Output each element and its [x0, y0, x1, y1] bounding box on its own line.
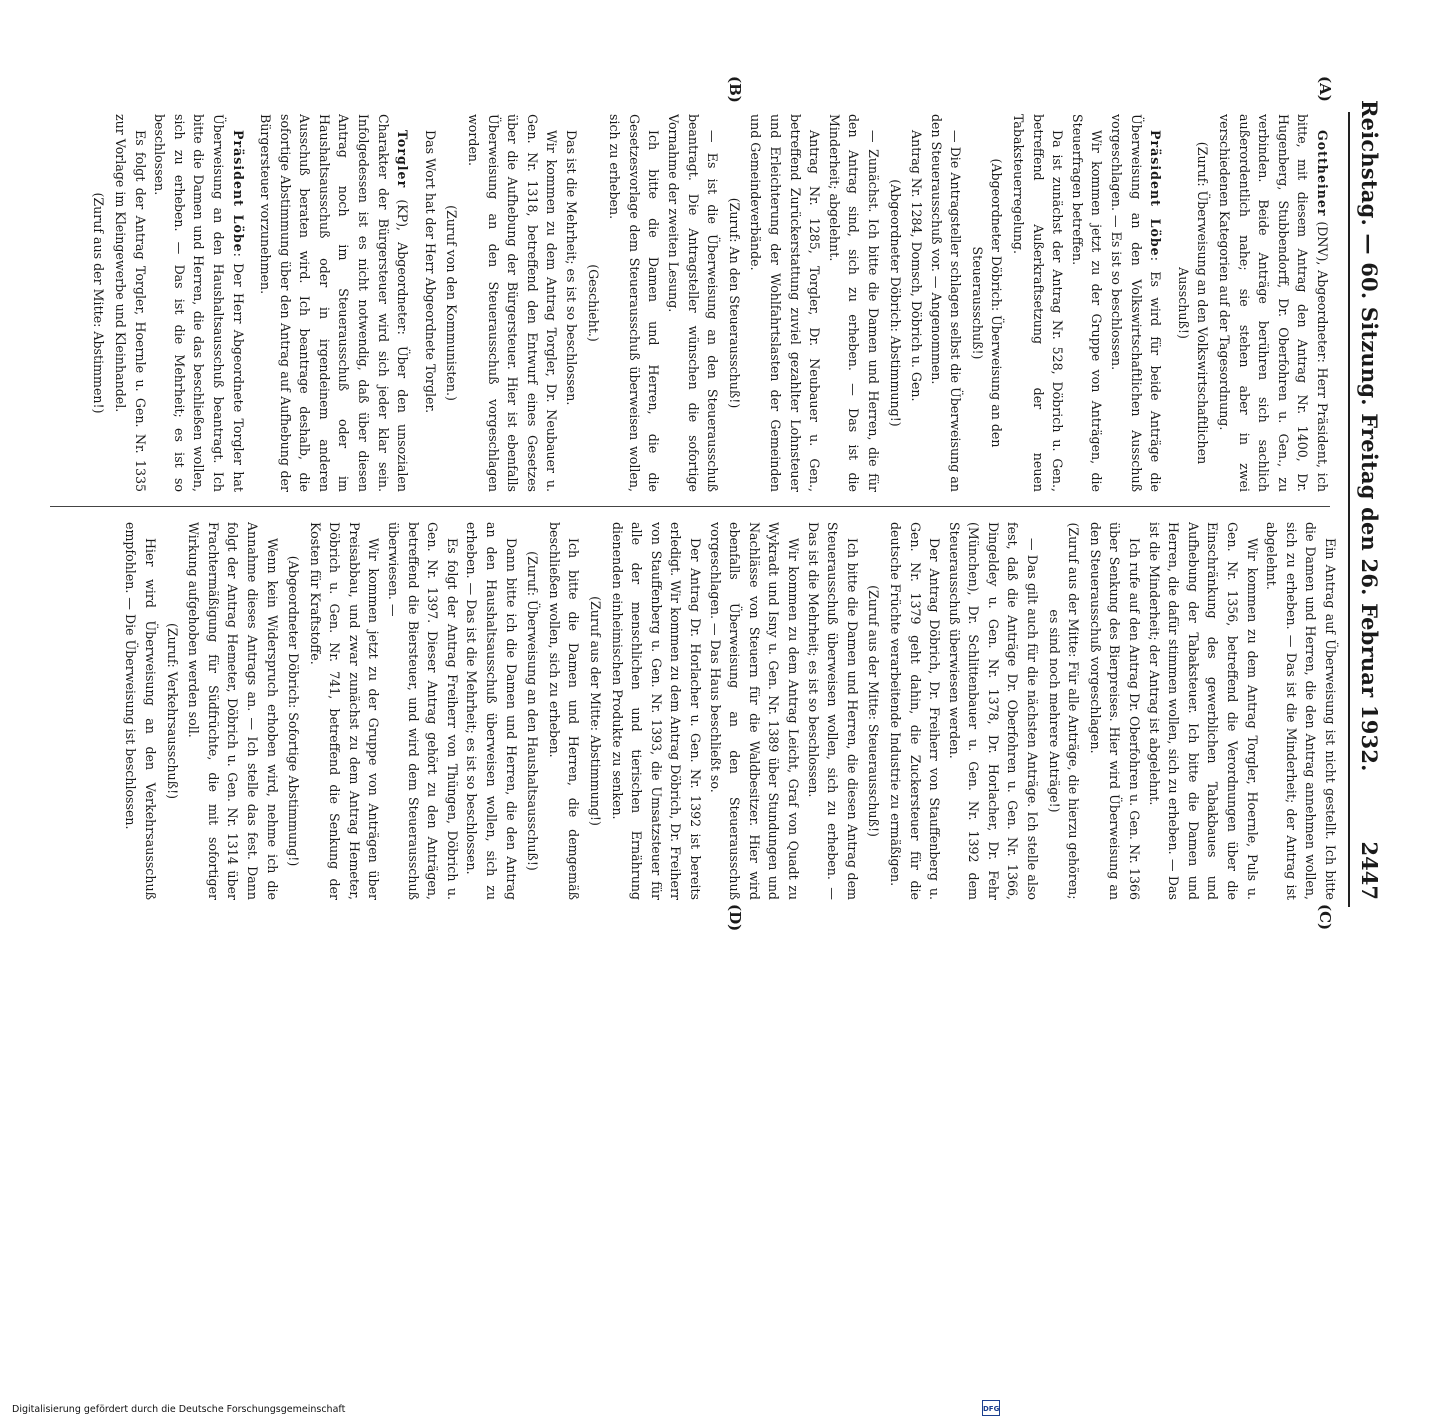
paragraph-text: — Die Antragsteller schlagen selbst die Überweisung an den Steuerausschuß vor. — Angenommen. — [928, 114, 964, 492]
paragraph-text: Ich bitte die Damen und Herren, die demgemäß beschließen wollen, sich zu erheben. — [546, 522, 582, 900]
footer-credit: Digitalisierung gefördert durch die Deutsche Forschungsgemeinschaft — [12, 1404, 346, 1415]
paragraph — [121, 522, 160, 900]
interjection: (Zuruf aus der Mitte: Steuerausschuß!) — [866, 585, 882, 837]
page-header — [1350, 100, 1386, 900]
paragraph-text: — Es ist die Überweisung an den Steuerausschuß beantragt. Die Antragsteller wünschen die sofortige Vornahme der zweiten Lesung. — [666, 114, 721, 492]
paragraph — [420, 114, 440, 492]
paragraph — [561, 114, 581, 492]
paragraph — [1144, 522, 1262, 900]
paragraph-text: Wir kommen zu dem Antrag Torgler, Hoernle, Puls u. Gen. Nr. 1356, betreffend die Verordnungen über die Einschränkung des gewerblichen Tabakbaues und Aufhebung der Tabaksteuer. Ich bitte die Damen und Herren, die dafür stimmen wollen, sich zu erheben. — Das ist die Minderheit; der Antrag ist abgelehnt. — [1146, 522, 1260, 900]
paragraph-text: : Es wird für beide Anträge die Überweisung an den Volkswirtschaftlichen Ausschuß vorgeschlagen. — Es ist so beschlossen. — [1109, 114, 1164, 492]
header-rule — [1348, 112, 1350, 907]
interjection: (Zuruf aus der Mitte: Abstimmung!) — [588, 596, 604, 826]
paragraph — [544, 522, 583, 900]
paragraph — [746, 114, 824, 492]
paragraph-text: (KP), Abgeordneter: Über den unsozialen Charakter der Bürgersteuer wird sich jeder klar sein. Infolgedessen ist es nicht notwendig, daß über diesen Antrag noch im Steuerausschuß oder im Haushaltsausschuß oder in irgendeinem anderen Ausschuß beraten wird. Ich beantrage deshalb, die sofortige Abstimmung über den Antrag auf Aufhebung der Bürgersteuer vorzunehmen. — [258, 114, 411, 492]
paragraph-text: Wir kommen zu dem Antrag Torgler, Dr. Neubauer u. Gen. Nr. 1318, betreffend den Entwurf eines Gesetzes über die Aufhebung der Bürgersteuer. Hier ist ebenfalls Überweisung an den Steuerausschuß vorgeschlagen worden. — [466, 114, 560, 492]
paragraph-text: Ich bitte die Damen und Herren, die diesen Antrag dem Steuerausschuß überweisen wollen, sich zu erheben. — Das ist die Mehrheit; es ist so beschlossen. — [805, 522, 860, 900]
interjection: (Zuruf aus der Mitte: Abstimmen!) — [91, 192, 107, 414]
paragraph-text: — Zunächst. Ich bitte die Damen und Herren, die für den Antrag sind, sich zu erheben. — Das ist die Minderheit; abgelehnt. — [826, 114, 881, 492]
interjection: (Zuruf: Überweisung an den Haushaltsausschuß!) — [525, 551, 541, 871]
paragraph — [1085, 522, 1144, 900]
paragraph-text: Wenn kein Widerspruch erhoben wird, nehme ich die Annahme dieses Antrags an. — Ich stelle das fest. Dann folgt der Antrag Hemeter, Döbrich u. Gen. Nr. 1314 über Frachtermäßigung für Südfrüchte, die mit sofortiger Wirkung aufgehoben werden soll. — [186, 522, 280, 900]
paragraph-text: Das Wort hat der Herr Abgeordnete Torgler. — [422, 130, 438, 414]
paragraph-text: Antrag Nr. 1284, Domsch, Döbrich u. Gen. — [909, 130, 925, 402]
paragraph-text: Hier wird Überweisung an den Verkehrsausschuß empfohlen. — Die Überweisung ist beschlossen. — [123, 522, 158, 900]
interjection: (Zuruf von den Kommunisten.) — [444, 205, 460, 401]
paragraph — [803, 522, 862, 900]
paragraph — [1067, 114, 1106, 492]
paragraph-text: Es folgt der Antrag Freiherr von Thüngen, Döbrich u. Gen. Nr. 1397. Dieser Antrag gehört zu den Anträgen, betreffend die Biersteuer, und wird dem Steuerausschuß überwiesen. — — [386, 522, 460, 900]
right-column — [50, 522, 1340, 900]
paragraph-text: Ein Antrag auf Überweisung ist nicht gestellt. Ich bitte die Damen und Herren, die den Antrag annehmen wollen, sich zu erheben. — Das ist die Minderheit; der Antrag ist abgelehnt. — [1264, 522, 1338, 900]
paragraph — [150, 114, 248, 492]
interjection: (Zuruf aus der Mitte: Für alle Anträge, die hierzu gehören; es sind noch mehrere Anträge!) — [1046, 522, 1082, 900]
paragraph-text: (DNV), Abgeordneter: Herr Präsident, ich bitte, mit diesem Antrag den Antrag Nr. 1400, Dr. Hugenberg, Stubbendorff, Dr. Oberfohren u. Gen., zu verbinden. Beide Anträge berühren sich sachlich außerordentlich nahe; sie stehen aber in zwei verschiedenen Kategorien auf der Tagesordnung. — [1217, 114, 1330, 492]
paragraph-text: Antrag Nr. 1285, Torgler, Dr. Neubauer u. Gen., betreffend Zurückerstattung zuviel gezahlter Lohnsteuer und Erleichterung der Wohlfahrtslasten der Gemeinden und Gemeindeverbände. — [748, 114, 823, 492]
interjection: (Abgeordneter Döbrich: Sofortige Abstimmung!) — [286, 555, 302, 867]
paragraph-text: Wir kommen zu dem Antrag Leicht, Graf von Quadt zu Wykradt und Isny u. Gen. Nr. 1389 über Stundungen und Nachlässe von Steuern für die Waldbesitzer. Hier wird ebenfalls Überweisung an den Steuerausschuß vorgeschlagen. — Das Haus beschließt so. — [707, 522, 801, 900]
paragraph — [1009, 114, 1068, 492]
speaker-name: Präsident Löbe — [230, 130, 246, 253]
paragraph-text: Der Antrag Döbrich, Dr. Freiherr von Stauffenberg u. Gen. Nr. 1379 geht dahin, die Zuckersteuer für die deutsche Früchte verarbeitende Industrie zu ermäßigen. — [887, 522, 943, 900]
paragraph-text: — Das gilt auch für die nächsten Anträge. Ich stelle also fest, daß die Anträge Dr. Oberfohren u. Gen. Nr. 1366, Dingeldey u. Gen. Nr. 1378, Dr. Horlacher, Dr. Fehr (München), Dr. Schlittenbauer u. Gen. Nr. 1392 dem Steuerausschuß überwiesen werden. — [946, 522, 1041, 900]
interjection: (Zuruf: Verkehrsausschuß!) — [164, 622, 180, 800]
paragraph — [824, 114, 883, 492]
paragraph — [607, 522, 705, 900]
page-number: 2447 — [1357, 841, 1382, 900]
margin-mark-d: (D) — [726, 904, 744, 932]
paragraph-text: Da ist zunächst der Antrag Nr. 528, Döbrich u. Gen., betreffend Außerkraftsetzung der neuen Tabaksteuerregelung. — [1011, 114, 1066, 492]
paragraph — [605, 114, 664, 492]
paragraph — [1106, 114, 1165, 492]
paragraph — [110, 114, 149, 492]
paragraph — [1214, 114, 1332, 492]
interjection: (Zuruf: An den Steuerausschuß!) — [726, 197, 742, 409]
paragraph-text: Dann bitte ich die Damen und Herren, die den Antrag an den Haushaltsausschuß überweisen wollen, sich zu erheben. — Das ist die Mehrheit; es ist so beschlossen. — [464, 522, 519, 900]
dfg-logo-icon: DFG — [982, 1400, 1000, 1416]
paragraph — [926, 114, 965, 492]
paragraph — [1262, 522, 1340, 900]
paragraph — [663, 114, 722, 492]
speaker-name: Präsident Löbe — [1148, 130, 1164, 257]
interjection: (Geschieht.) — [585, 264, 601, 342]
paragraph — [885, 522, 944, 900]
paragraph — [256, 114, 413, 492]
interjection: (Zuruf: Überweisung an den Volkswirtschaftlichen Ausschuß!) — [1175, 141, 1211, 465]
paragraph — [305, 522, 383, 900]
paragraph-text: Ich bitte die Damen und Herren, die die Gesetzesvorlage dem Steuerausschuß überweisen wollen, sich zu erheben. — [607, 114, 662, 492]
paragraph — [384, 522, 462, 900]
interjection: (Abgeordneter Döbrich: Überweisung an den Steuerausschuß!) — [969, 158, 1005, 448]
paragraph — [907, 114, 927, 492]
paragraph — [462, 522, 521, 900]
paragraph-text: Es folgt der Antrag Torgler, Hoernle u. Gen. Nr. 1335 zur Vorlage im Kleingewerbe und Kleinhandel. — [112, 114, 148, 492]
margin-mark-a: (A) — [1316, 76, 1334, 102]
paragraph — [184, 522, 282, 900]
page-title: Reichstag. — 60. Sitzung. Freitag den 26. Februar 1932. — [1357, 100, 1382, 772]
footer — [0, 1396, 1000, 1424]
paragraph — [705, 522, 803, 900]
speaker-name: Gottheiner — [1315, 130, 1330, 217]
column-divider — [50, 506, 1330, 507]
paragraph — [463, 114, 561, 492]
margin-mark-c: (C) — [1316, 904, 1334, 931]
paragraph-text: Ich rufe auf den Antrag Dr. Oberfohren u. Gen. Nr. 1366 über Senkung des Bierpreises. Hier wird Überweisung an den Steuerausschuß vorgeschlagen. — [1087, 522, 1143, 900]
paragraph-text: Der Antrag Dr. Horlacher u. Gen. Nr. 1392 ist bereits erledigt. Wir kommen zu dem Antrag Döbrich, Dr. Freiherr von Stauffenberg u. Gen. Nr. 1393, die Umsatzsteuer für alle der menschlichen und tierischen Ernährung dienenden einheimischen Produkte zu senken. — [609, 522, 703, 900]
paragraph-text: Wir kommen jetzt zu der Gruppe von Anträgen, die Steuerfragen betreffen. — [1069, 114, 1105, 492]
paragraph-text: : Der Herr Abgeordnete Torgler hat Überweisung an den Haushaltsausschuß beantragt. Ich bitte die Damen und Herren, die das beschließen wollen, sich zu erheben. — Das ist die Mehrheit; es ist so beschlossen. — [152, 114, 246, 492]
interjection: (Abgeordneter Döbrich: Abstimmung!) — [887, 179, 903, 427]
paragraph-text: Das ist die Mehrheit; es ist so beschlossen. — [564, 130, 580, 406]
paragraph-text: Wir kommen jetzt zu der Gruppe von Anträgen über Preisabbau, und zwar zunächst zu dem Antrag Hemeter, Döbrich u. Gen. Nr. 741, betreffend die Senkung der Kosten für Kraftstoffe. — [307, 522, 382, 900]
speaker-name: Torgler — [395, 130, 411, 189]
margin-mark-b: (B) — [726, 76, 744, 103]
paragraph — [944, 522, 1042, 900]
left-column — [50, 114, 1340, 492]
